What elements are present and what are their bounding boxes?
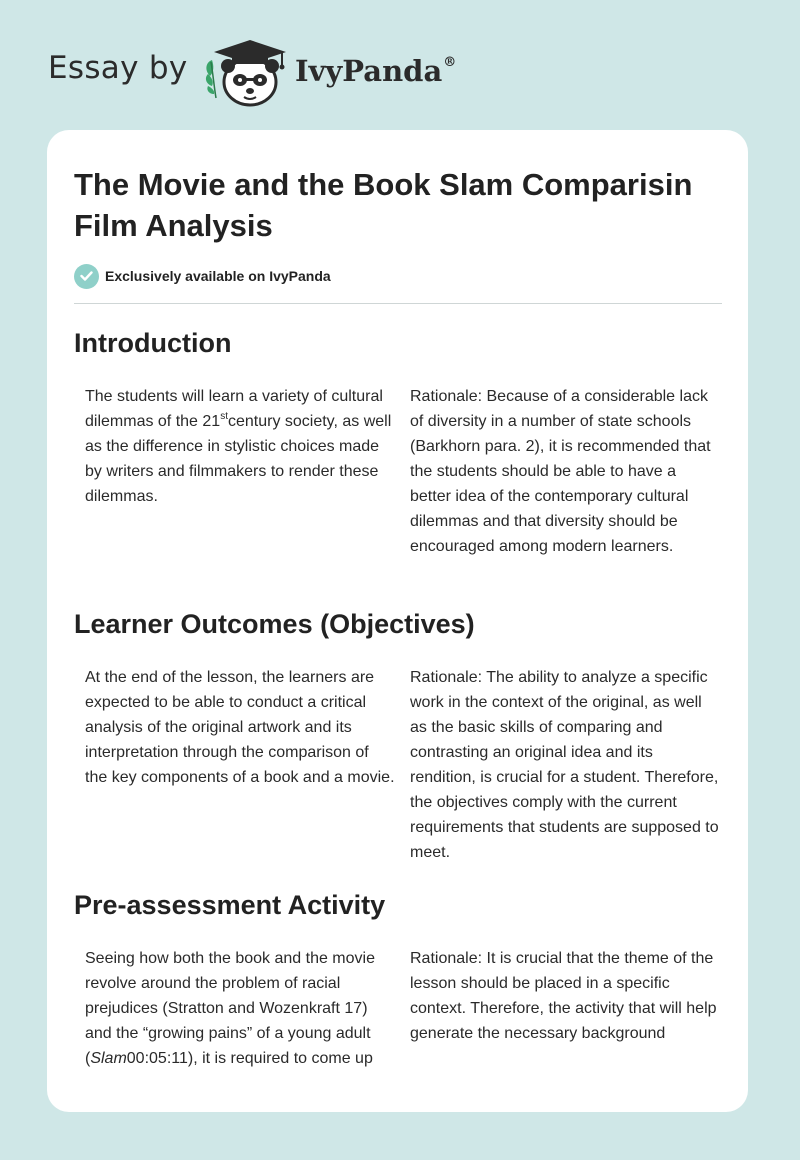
introduction-text: The students will learn a variety of cultural dilemmas of the 21stcentury society, as well as the difference in stylistic choices made by writers and filmmakers to render these dilemmas. — [85, 388, 392, 505]
section-heading-learner-outcomes: Learner Outcomes (Objectives) — [74, 609, 475, 639]
section-heading-introduction: Introduction — [74, 328, 232, 358]
learner-outcomes-text: At the end of the lesson, the learners are expected to be able to conduct a critical analysis of the original artwork and its interpretation through the comparison of the key components of a book and a movie. — [85, 669, 395, 786]
exclusive-badge — [74, 263, 331, 289]
registered-mark: ® — [443, 55, 457, 71]
section-heading-pre-assessment: Pre-assessment Activity — [74, 890, 386, 920]
brand-name[interactable]: IvyPanda® — [295, 54, 457, 88]
site-header — [0, 0, 800, 130]
page-title: The Movie and the Book Slam Comparisin Film Analysis — [74, 167, 693, 243]
essay-card — [47, 130, 748, 1112]
divider — [74, 303, 722, 304]
learner-outcomes-rationale: Rationale: The ability to analyze a specific work in the context of the original, as well as the basic skills of comparing and contrasting an original idea and its rendition, is crucial for a student. Therefore, the objectives comply with the current requirements that students are supposed to meet. — [410, 669, 719, 861]
pre-assessment-rationale: Rationale: It is crucial that the theme of the lesson should be placed in a specific context. Therefore, the activity that will help generate the necessary background — [410, 950, 717, 1042]
check-icon — [74, 264, 99, 289]
exclusive-label: Exclusively available on IvyPanda — [105, 268, 331, 284]
essay-by-label: Essay by — [48, 50, 188, 86]
pre-assessment-text: Seeing how both the book and the movie revolve around the problem of racial prejudices (Stratton and Wozenkraft 17) and the “growing pains” of a young adult (Slam00:05:11), it is required to come up — [85, 950, 375, 1067]
ivypanda-logo-icon[interactable] — [200, 36, 292, 108]
introduction-rationale: Rationale: Because of a considerable lack of diversity in a number of state schools (Barkhorn para. 2), it is recommended that the students should be able to have a better idea of the contemporary cultural dilemmas and that diversity should be encouraged among modern learners. — [410, 388, 711, 555]
